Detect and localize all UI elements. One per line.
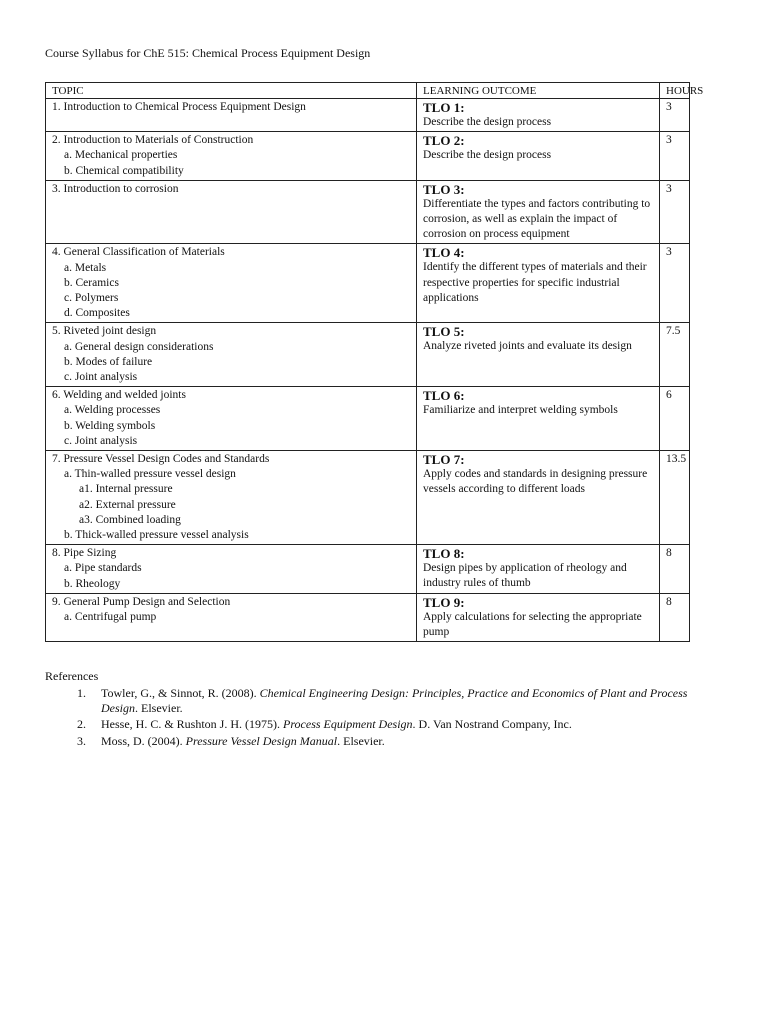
- reference-title: Pressure Vessel Design Manual: [185, 733, 338, 748]
- table-row: [46, 323, 690, 387]
- reference-title: Chemical Engineering Design: Principles, Practice and Economics of Plant and Process Design: [101, 686, 688, 716]
- syllabus-table: [45, 82, 704, 642]
- hours-cell: 3: [660, 180, 690, 244]
- topic-cell: [46, 323, 417, 387]
- subtopic: b. Modes of failure: [64, 355, 153, 368]
- subtopic: b. Chemical compatibility: [64, 164, 184, 177]
- learning-outcome-cell: [417, 451, 660, 545]
- tlo-description: Design pipes by application of rheology and industry rules of thumb: [423, 562, 627, 590]
- topic-title: 9. General Pump Design and Selection: [52, 595, 231, 608]
- topic-title: 7. Pressure Vessel Design Codes and Standards: [52, 453, 270, 466]
- table-row: [46, 99, 690, 132]
- topic-title: 4. General Classification of Materials: [52, 246, 225, 259]
- topic-title: 1. Introduction to Chemical Process Equipment Design: [52, 101, 306, 113]
- sub-subtopic: a2. External pressure: [79, 498, 176, 511]
- reference-authors: Moss, D. (2004).: [101, 733, 186, 748]
- topic-cell: [46, 180, 417, 244]
- table-header-row: [46, 83, 690, 99]
- subtopic: b. Thick-walled pressure vessel analysis: [64, 529, 249, 542]
- subtopic: b. Rheology: [64, 577, 121, 590]
- reference-publisher: . Elsevier.: [337, 733, 385, 748]
- tlo-description: Differentiate the types and factors contributing to corrosion, as well as explain the impact of corrosion on process equipment: [423, 197, 651, 241]
- learning-outcome-cell: [417, 244, 660, 323]
- subtopic: c. Joint analysis: [64, 434, 138, 447]
- learning-outcome-cell: [417, 593, 660, 641]
- topic-title: 5. Riveted joint design: [52, 325, 157, 338]
- tlo-description: Apply codes and standards in designing pressure vessels according to different loads: [423, 468, 648, 496]
- subtopic: a. General design considerations: [64, 340, 214, 353]
- topic-title: 6. Welding and welded joints: [52, 389, 186, 402]
- header-hours: HOURS: [660, 83, 690, 99]
- reference-publisher: . Elsevier.: [135, 701, 183, 716]
- topic-title: 8. Pipe Sizing: [52, 547, 117, 560]
- table-body: [46, 99, 690, 642]
- sub-subtopic: a3. Combined loading: [79, 513, 181, 526]
- tlo-description: Describe the design process: [423, 116, 552, 128]
- reference-authors: Hesse, H. C. & Rushton J. H. (1975).: [101, 717, 283, 732]
- topic-cell: [46, 132, 417, 181]
- subtopic: a. Thin-walled pressure vessel design: [64, 468, 236, 481]
- tlo-id: TLO 1:: [423, 100, 465, 115]
- topic-cell: [46, 99, 417, 132]
- subtopic: a. Welding processes: [64, 404, 161, 417]
- reference-authors: Towler, G., & Sinnot, R. (2008).: [101, 686, 260, 700]
- reference-item: [89, 734, 725, 749]
- references-section: [45, 669, 725, 750]
- topic-cell: [46, 451, 417, 545]
- reference-title: Process Equipment Design: [283, 717, 413, 732]
- table-row: [46, 180, 690, 244]
- topic-cell: [46, 545, 417, 594]
- learning-outcome-cell: [417, 545, 660, 594]
- learning-outcome-cell: [417, 99, 660, 132]
- hours-cell: 3: [660, 244, 690, 323]
- subtopic: c. Joint analysis: [64, 371, 138, 384]
- hours-cell: 13.5: [660, 451, 690, 545]
- subtopic: a. Pipe standards: [64, 562, 142, 575]
- subtopic: a. Centrifugal pump: [64, 611, 157, 624]
- tlo-id: TLO 2:: [423, 133, 465, 149]
- reference-item: [89, 717, 725, 732]
- topic-cell: [46, 387, 417, 451]
- tlo-id: TLO 9:: [423, 594, 465, 610]
- reference-publisher: . D. Van Nostrand Company, Inc.: [412, 717, 572, 732]
- tlo-description: Familiarize and interpret welding symbols: [423, 404, 618, 417]
- tlo-id: TLO 4:: [423, 245, 465, 261]
- learning-outcome-cell: [417, 387, 660, 451]
- tlo-id: TLO 5:: [423, 324, 465, 340]
- tlo-description: Identify the different types of materials and their respective properties for specific industrial applications: [423, 261, 647, 304]
- header-topic: TOPIC: [46, 83, 417, 99]
- subtopic: a. Metals: [64, 261, 107, 274]
- references-list: [45, 686, 725, 749]
- table-row: [46, 132, 690, 181]
- table-row: [46, 545, 690, 594]
- topic-title: 2. Introduction to Materials of Construction: [52, 134, 254, 147]
- topic-cell: [46, 593, 417, 641]
- hours-cell: 8: [660, 593, 690, 641]
- table-row: [46, 593, 690, 641]
- learning-outcome-cell: [417, 323, 660, 387]
- tlo-id: TLO 7:: [423, 452, 465, 468]
- hours-cell: 7.5: [660, 323, 690, 387]
- table-row: [46, 451, 690, 545]
- table-row: [46, 387, 690, 451]
- subtopic: d. Composites: [64, 307, 130, 320]
- document-title: Course Syllabus for ChE 515: Chemical Process Equipment Design: [45, 46, 371, 60]
- subtopic: b. Welding symbols: [64, 419, 156, 432]
- topic-title: 3. Introduction to corrosion: [52, 182, 179, 195]
- tlo-description: Describe the design process: [423, 149, 552, 162]
- table-row: [46, 244, 690, 323]
- references-heading: References: [45, 669, 99, 683]
- tlo-description: Analyze riveted joints and evaluate its design: [423, 340, 632, 353]
- topic-cell: [46, 244, 417, 323]
- learning-outcome-cell: [417, 180, 660, 244]
- tlo-description: Apply calculations for selecting the appropriate pump: [423, 610, 642, 639]
- tlo-id: TLO 8:: [423, 546, 465, 562]
- hours-cell: 8: [660, 545, 690, 594]
- tlo-id: TLO 6:: [423, 388, 465, 404]
- learning-outcome-cell: [417, 132, 660, 181]
- subtopic: c. Polymers: [64, 292, 119, 305]
- subtopic: b. Ceramics: [64, 276, 119, 289]
- hours-cell: 6: [660, 387, 690, 451]
- hours-cell: 3: [660, 132, 690, 181]
- tlo-id: TLO 3:: [423, 181, 465, 197]
- sub-subtopic: a1. Internal pressure: [79, 483, 173, 496]
- subtopic: a. Mechanical properties: [64, 149, 178, 162]
- header-learning-outcome: LEARNING OUTCOME: [417, 83, 660, 99]
- hours-cell: 3: [660, 99, 690, 132]
- reference-item: [89, 686, 725, 716]
